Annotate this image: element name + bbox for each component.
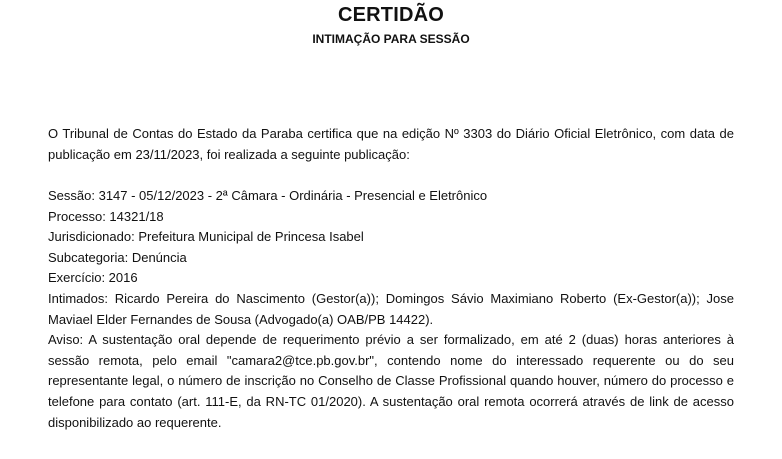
document-subtitle: INTIMAÇÃO PARA SESSÃO (312, 32, 470, 46)
fiscal-year-line: Exercício: 2016 (48, 270, 138, 286)
jurisdiction-line: Jurisdicionado: Prefeitura Municipal de Princesa Isabel (48, 229, 364, 245)
intro-paragraph: O Tribunal de Contas do Estado da Paraba certifica que na edição Nº 3303 do Diário Oficial Eletrônico, com data de publicação em 23/11/2023, foi realizada a seguinte publicação: (48, 126, 734, 162)
process-line: Processo: 14321/18 (48, 208, 164, 224)
publication-details (48, 186, 734, 433)
notice-paragraph: Aviso: A sustentação oral depende de requerimento prévio a ser formalizado, em até 2 (duas) horas anteriores à sessão remota, pelo email "camara2@tce.pb.gov.br", contendo nome do interessado requerente ou do seu representante legal, o número de inscrição no Conselho de Classe Profissional quando houver, número do processo e telefone para contato (art. 111-E, da RN-TC 01/2020). A sustentação oral remota ocorrerá através de link de acesso disponibilizado ao requerente. (48, 332, 734, 430)
document-title: CERTIDÃO (337, 4, 445, 26)
session-line: Sessão: 3147 - 05/12/2023 - 2ª Câmara - Ordinária - Presencial e Eletrônico (48, 188, 488, 203)
summoned-parties-paragraph: Intimados: Ricardo Pereira do Nascimento (Gestor(a)); Domingos Sávio Maximiano Roberto (Ex-Gestor(a)); Jose Maviael Elder Fernandes de Sousa (Advogado(a) OAB/PB 14422). (48, 290, 734, 327)
subcategory-line: Subcategoria: Denúncia (48, 249, 187, 265)
